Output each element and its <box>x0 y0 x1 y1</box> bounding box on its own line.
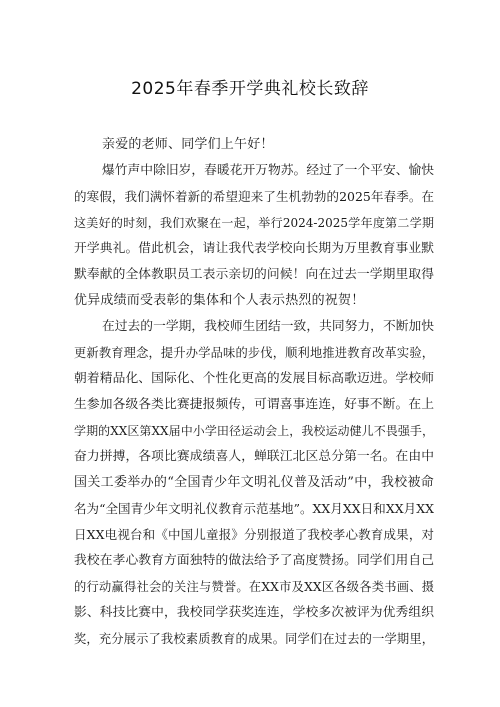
paragraph-line: 学期的XX区第XX届中小学田径运动会上，我校运动健儿不畏强手， <box>74 424 434 438</box>
paragraph-line: 日XX电视台和《中国儿童报》分别报道了我校孝心教育成果，对 <box>74 527 434 542</box>
paragraph-line: 国关工委举办的“全国青少年文明礼仪普及活动”中，我校被命 <box>74 475 434 490</box>
paragraph-line: 默奉献的全体教职员工表示亲切的问候！向在过去一学期里取得 <box>74 267 434 282</box>
paragraph-line: 生参加各级各类比赛捷报频传，可谓喜事连连，好事不断。在上 <box>74 397 434 412</box>
paragraph-line: 开学典礼。借此机会，请让我代表学校向长期为万里教育事业默 <box>74 241 434 256</box>
paragraph-line: 更新教育理念，提升办学品味的步伐，顺利地推进教育改革实验， <box>74 346 434 360</box>
paragraph-line: 这美好的时刻，我们欢聚在一起，举行2024-2025学年度第二学期 <box>74 216 434 230</box>
paragraph-line: 爆竹声中除旧岁，春暖花开万物苏。经过了一个平安、愉快 <box>102 163 434 178</box>
paragraph-line: 在过去的一学期，我校师生团结一致，共同努力，不断加快 <box>102 319 434 334</box>
document-title: 2025年春季开学典礼校长致辞 <box>131 79 369 99</box>
paragraph-line: 的行动赢得社会的关注与赞誉。在XX市及XX区各级各类书画、摄 <box>74 580 434 594</box>
paragraph-line: 优异成绩而受表彰的集体和个人表示热烈的祝贺！ <box>74 293 365 308</box>
paragraph-line: 朝着精品化、国际化、个性化更高的发展目标高歌迈进。学校师 <box>74 371 434 386</box>
paragraph-line: 奋力拼搏，各项比赛成绩喜人，蝉联江北区总分第一名。在由中 <box>74 449 434 464</box>
paragraph-line: 名为“全国青少年文明礼仪教育示范基地”。XX月XX日和XX月XX <box>74 501 434 516</box>
paragraph-line: 奖，充分展示了我校素质教育的成果。同学们在过去的一学期里， <box>74 632 434 646</box>
paragraph-line: 我校在孝心教育方面独特的做法给予了高度赞扬。同学们用自己 <box>74 553 434 568</box>
paragraph-line: 影、科技比赛中，我校同学获奖连连，学校多次被评为优秀组织 <box>74 605 434 620</box>
document-body <box>74 132 434 652</box>
paragraph-line: 的寒假，我们满怀着新的希望迎来了生机勃勃的2025年春季。在 <box>74 189 434 204</box>
greeting-line: 亲爱的老师、同学们上午好！ <box>102 137 274 152</box>
